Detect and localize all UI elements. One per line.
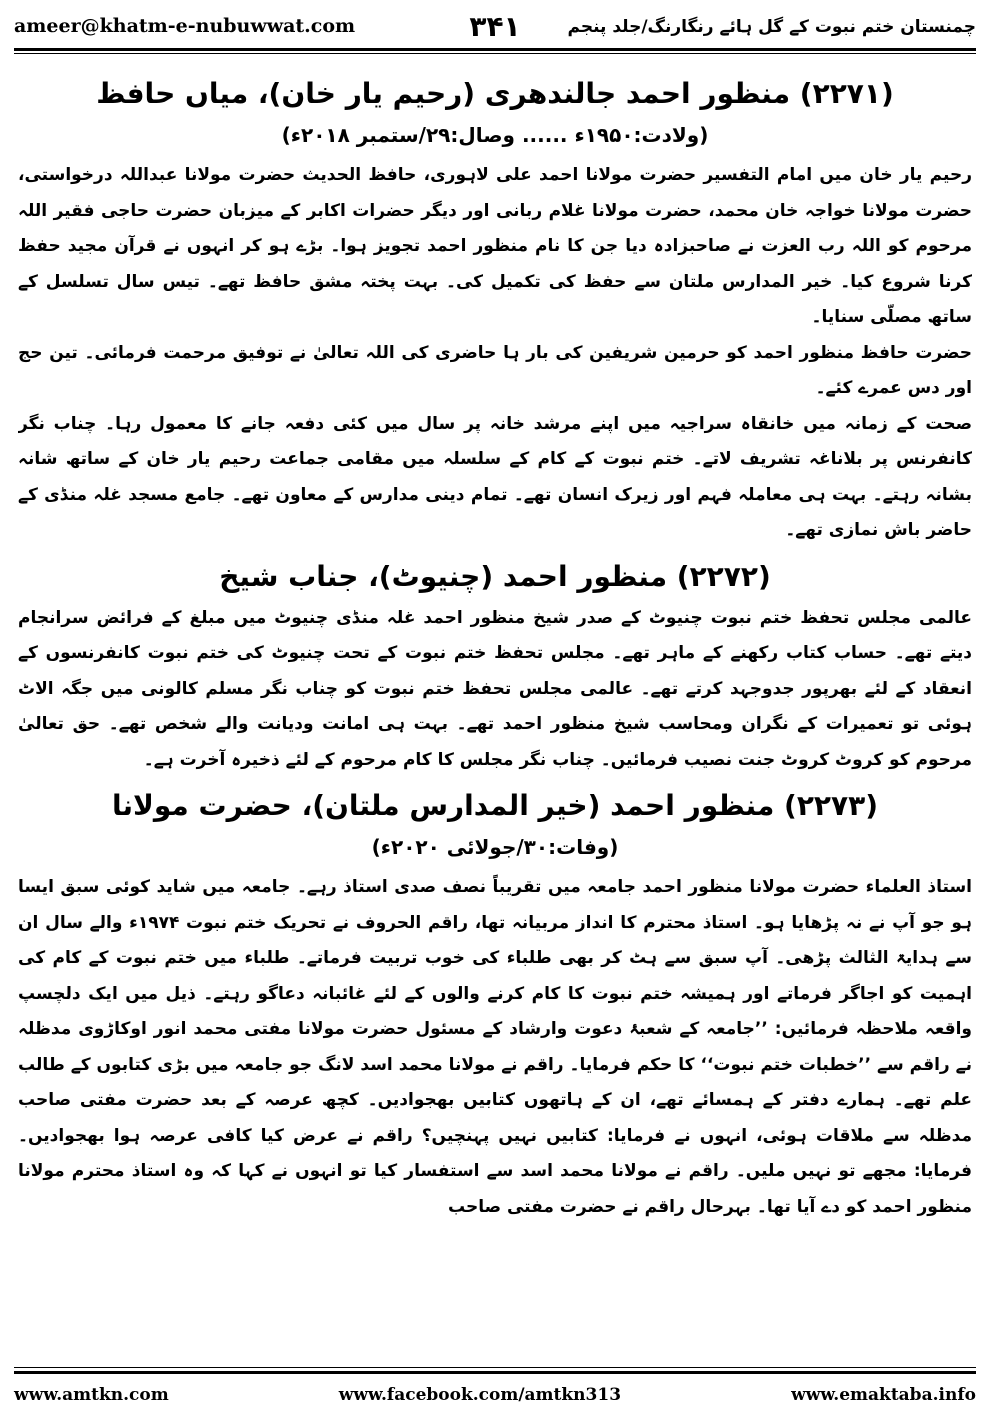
entry-heading: (۲۲۷۱) منظور احمد جالندھری (رحیم یار خان)، میاں حافظ <box>96 77 894 110</box>
entry-heading: (۲۲۷۳) منظور احمد (خیر المدارس ملتان)، حضرت مولانا <box>112 789 878 822</box>
entry-2273 <box>18 784 972 1225</box>
book-title: چمنستان ختم نبوت کے گل ہائے رنگارنگ/جلد پنجم <box>567 16 976 37</box>
page-header <box>14 6 976 46</box>
footer-rule-thin <box>14 1367 976 1368</box>
footer-rule <box>14 1371 976 1374</box>
paragraph: استاذ العلماء حضرت مولانا منظور احمد جامعہ میں تقریباً نصف صدی استاذ رہے۔ جامعہ میں شاید کوئی سبق ایسا ہو جو آپ نے نہ پڑھایا ہو۔ استاذ محترم کا انداز مربیانہ تھا، راقم الحروف نے تحریک ختم نبوت ۱۹۷۴ء والے سال ان سے ہدایۃ الثالث پڑھی۔ آپ سبق سے ہٹ کر بھی طلباء کی خوب تربیت فرماتے۔ طلباء میں ختم نبوت کے کام کی اہمیت کو اجاگر فرماتے اور ہمیشہ ختم نبوت کا کام کرنے والوں کے لئے غائبانہ دعاگو رہتے۔ ذیل میں ایک دلچسپ واقعہ ملاحظہ فرمائیں: ’’جامعہ کے شعبۂ دعوت وارشاد کے مسئول حضرت مولانا مفتی محمد انور اوکاڑوی مدظلہ نے راقم سے ’’خطبات ختم نبوت‘‘ کا حکم فرمایا۔ راقم نے مولانا محمد اسد لانگ جو جامعہ میں بڑی کتابوں کے طالب علم تھے۔ ہمارے دفتر کے ہمسائے تھے، ان کے ہاتھوں کتابیں بھجوادیں۔ کچھ عرصہ کے بعد حضرت مفتی صاحب مدظلہ سے ملاقات ہوئی، انہوں نے فرمایا: کتابیں نہیں پہنچیں؟ راقم نے عرض کیا کافی عرصہ ہوا بھجوادیں۔ فرمایا: مجھے تو نہیں ملیں۔ راقم نے مولانا محمد اسد سے استفسار کیا تو انہوں نے کہا کہ وہ استاذ محترم مولانا منظور احمد کو دے آیا تھا۔ بہرحال راقم نے حضرت مفتی صاحب <box>18 877 972 1217</box>
entry-dates: (ولادت:۱۹۵۰ء ...... وصال:۲۹/ستمبر ۲۰۱۸ء) <box>281 123 709 147</box>
header-rule <box>14 48 976 51</box>
footer-link-amtkn[interactable]: www.amtkn.com <box>14 1385 169 1405</box>
entry-2271 <box>18 72 972 549</box>
page-number: ۳۴۱ <box>469 9 521 43</box>
page-content <box>18 66 972 1354</box>
paragraph: حضرت حافظ منظور احمد کو حرمین شریفین کی بار ہا حاضری کی اللہ تعالیٰ نے توفیق مرحمت فرمائی۔ تین حج اور دس عمرے کئے۔ <box>18 342 972 398</box>
header-rule-thin <box>14 53 976 54</box>
paragraph: عالمی مجلس تحفظ ختم نبوت چنیوٹ کے صدر شیخ منظور احمد غلہ منڈی چنیوٹ میں مبلغ کے فرائض سرانجام دیتے تھے۔ حساب کتاب رکھنے کے ماہر تھے۔ مجلس تحفظ ختم نبوت کے تحت چنیوٹ کی ختم نبوت کانفرنسوں کے انعقاد کے لئے بھرپور جدوجہد کرتے تھے۔ عالمی مجلس تحفظ ختم نبوت کو چناب نگر مسلم کالونی میں جگہ الاٹ ہوئی تو تعمیرات کے نگران ومحاسب شیخ منظور احمد تھے۔ بہت ہی امانت ودیانت والے شخص تھے۔ حق تعالیٰ مرحوم کو کروٹ کروٹ جنت نصیب فرمائیں۔ چناب نگر مجلس کا کام مرحوم کے لئے ذخیرہ آخرت ہے۔ <box>18 607 972 770</box>
paragraph: صحت کے زمانہ میں خانقاہ سراجیہ میں اپنے مرشد خانہ پر سال میں کئی دفعہ جانے کا معمول رہا۔ چناب نگر کانفرنس پر بلاناغہ تشریف لاتے۔ ختم نبوت کے کام کے سلسلہ میں مقامی جماعت رحیم یار خان کے ساتھ شانہ بشانہ رہتے۔ بہت ہی معاملہ فہم اور زیرک انسان تھے۔ تمام دینی مدارس کے معاون تھے۔ جامع مسجد غلہ منڈی کے حاضر باش نمازی تھے۔ <box>18 413 972 540</box>
header-email: ameer@khatm-e-nubuwwat.com <box>14 15 356 37</box>
entry-heading: (۲۲۷۲) منظور احمد (چنیوٹ)، جناب شیخ <box>219 559 771 593</box>
entry-dates: (وفات:۳۰/جولائی ۲۰۲۰ء) <box>371 835 619 859</box>
paragraph: رحیم یار خان میں امام التفسیر حضرت مولانا احمد علی لاہوری، حافظ الحدیث حضرت مولانا عبداللہ درخواستی، حضرت مولانا خواجہ خان محمد، حضرت مولانا غلام ربانی اور دیگر حضرات اکابر کے میزبان حضرت حاجی فقیر اللہ مرحوم کو اللہ رب العزت نے صاحبزادہ دیا جن کا نام منظور احمد تجویز ہوا۔ بڑے ہو کر انہوں نے قرآن مجید حفظ کرنا شروع کیا۔ خیر المدارس ملتان سے حفظ کی تکمیل کی۔ بہت پختہ مشق حافظ تھے۔ تیس سال تسلسل کے ساتھ مصلّی سنایا۔ <box>18 165 972 327</box>
page-footer <box>14 1378 976 1412</box>
footer-link-emaktaba[interactable]: www.emaktaba.info <box>791 1385 976 1405</box>
footer-link-facebook[interactable]: www.facebook.com/amtkn313 <box>338 1385 622 1405</box>
entry-2272 <box>18 555 972 779</box>
